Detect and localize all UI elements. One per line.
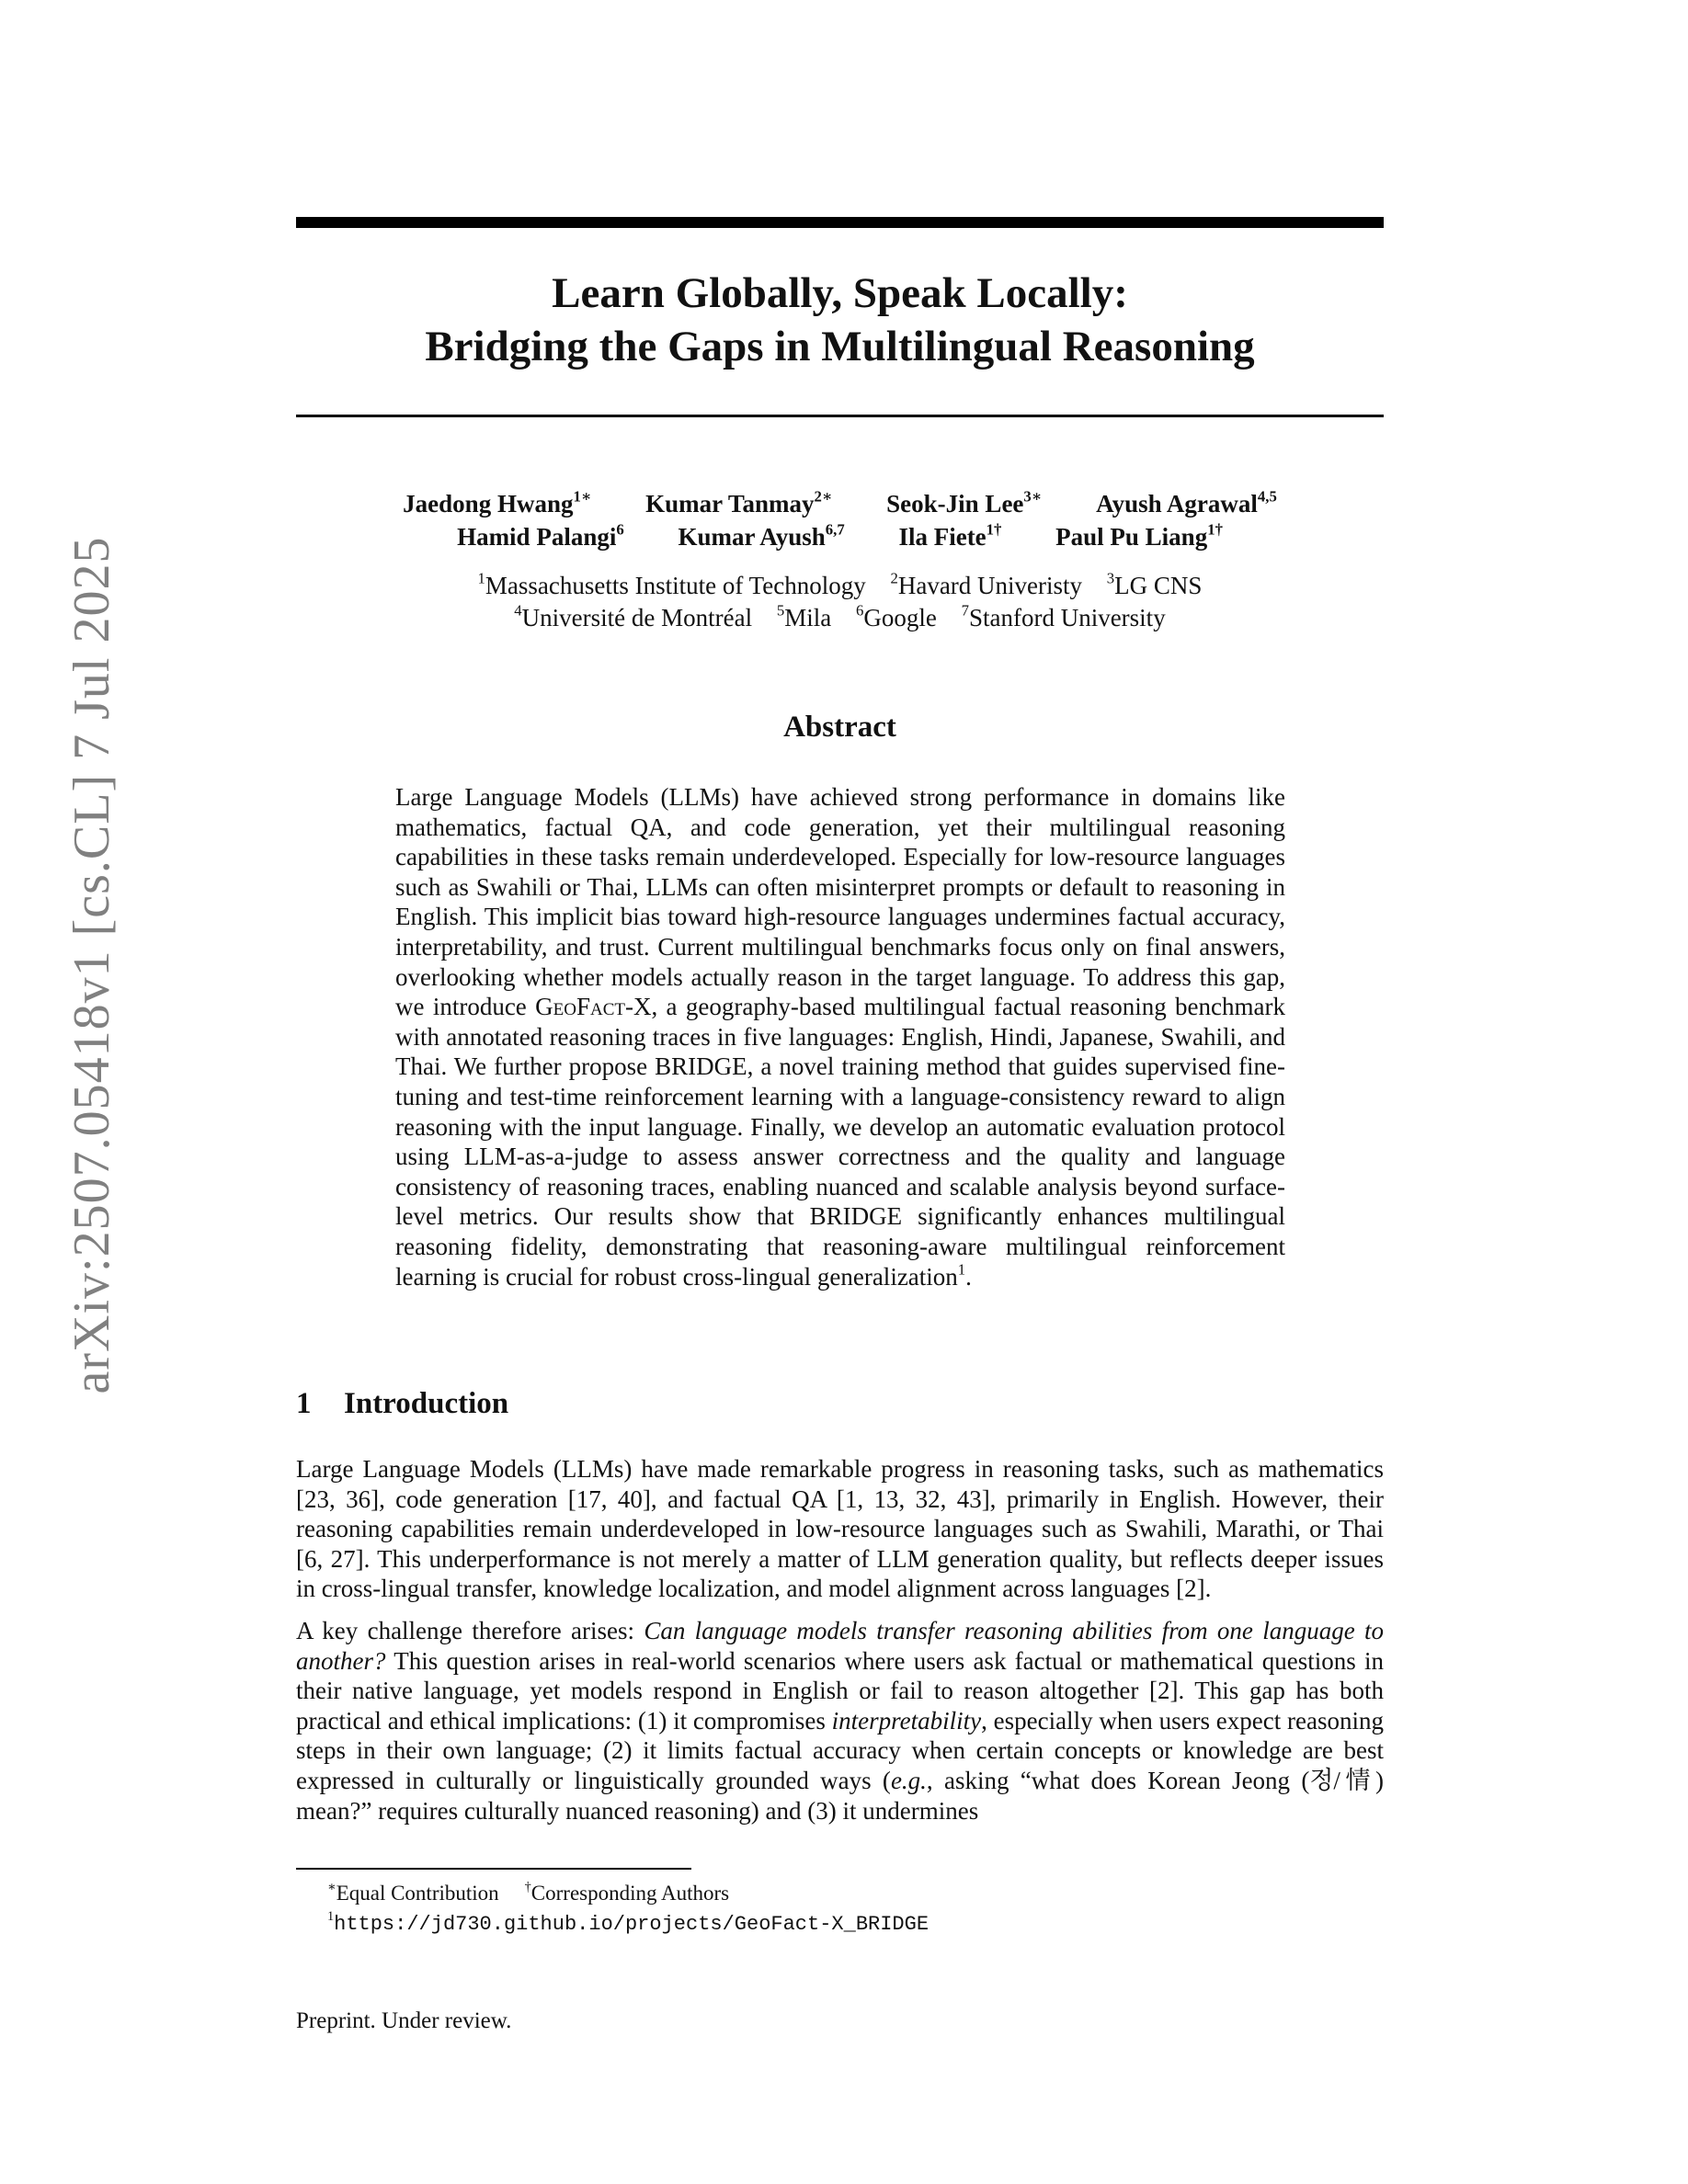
section-number: 1 (296, 1387, 312, 1420)
author: Kumar Tanmay$^{2∗}$ (645, 487, 833, 518)
intro-paragraph-2: A key challenge therefore arises: Can language models transfer reasoning abilities from one language to another? This question arises in real-world scenarios where users ask factual or mathematical questions in their native language, yet models respond in English or fail to reason altogether [2]. This gap has both practical and ethical implications: (1) it compromises interpretability, especially when users expect reasoning steps in their own language; (2) it limits factual accuracy when certain concepts or knowledge are best expressed in culturally or linguistically grounded ways (e.g., asking “what does Korean Jeong (정/情) mean?” requires culturally nuanced reasoning) and (3) it undermines (296, 1616, 1385, 1825)
title-bottom-rule (296, 415, 1384, 417)
affiliation: $^1$Massachusetts Institute of Technology (477, 569, 866, 599)
author: Hamid Palangi$^6$ (457, 520, 624, 551)
section-heading-introduction (296, 1385, 508, 1422)
preprint-notice: Preprint. Under review. (296, 2008, 512, 2033)
affiliation: $^5$Mila (776, 601, 832, 631)
affiliation: $^6$Google (855, 601, 937, 631)
introduction-body (296, 1454, 1384, 1837)
paper-title (296, 267, 1384, 373)
abstract-heading: Abstract (783, 711, 896, 744)
affiliation-row-1 (296, 570, 1384, 602)
author: Seok-Jin Lee$^{3∗}$ (886, 487, 1043, 518)
author: Ayush Agrawal$^{4,5}$ (1096, 487, 1277, 518)
affiliation: $^7$Stanford University (961, 601, 1166, 631)
footnote-project-url: $^1$https://jd730.github.io/projects/GeoFact-X_BRIDGE (327, 1909, 930, 1936)
author-list (296, 487, 1384, 553)
affiliation: $^3$LG CNS (1106, 569, 1203, 599)
title-line-2: Bridging the Gaps in Multilingual Reasoning (425, 323, 1255, 370)
affiliation: $^2$Havard Univeristy (890, 569, 1083, 599)
footnote-contributions: ∗Equal Contribution †Corresponding Authors (327, 1880, 730, 1905)
affiliation-list (296, 570, 1384, 634)
project-url-link[interactable]: https://jd730.github.io/projects/GeoFact-X_BRIDGE (334, 1913, 930, 1936)
author: Ila Fiete$^{1\dagger}$ (898, 520, 1002, 551)
benchmark-name: GeoFact-X (535, 993, 652, 1021)
title-line-1: Learn Globally, Speak Locally: (552, 269, 1128, 317)
abstract-text: Large Language Models (LLMs) have achieved strong performance in domains like mathematics, factual QA, and code generation, yet their multilingual reasoning capabilities in these tasks remain underdeveloped. Especially for low-resource languages such as Swahili or Thai, LLMs can often misinterpret prompts or default to reasoning in English. This implicit bias toward high-resource languages undermines factual accuracy, interpretability, and trust. Current multilingual benchmarks focus only on final answers, overlooking whether models actually reason in the target language. To address this gap, we introduce GeoFact-X, a geography-based multilingual factual reasoning benchmark with annotated reasoning traces in five languages: English, Hindi, Japanese, Swahili, and Thai. We further propose BRIDGE, a novel training method that guides supervised fine-tuning and test-time reinforcement learning with a language-consistency reward to align reasoning with the input language. Finally, we develop an automatic evaluation protocol using LLM-as-a-judge to assess answer correctness and the quality and language consistency of reasoning traces, enabling nuanced and scalable analysis beyond surface-level metrics. Our results show that BRIDGE significantly enhances multilingual reasoning fidelity, demonstrating that reasoning-aware multilingual reinforcement learning is crucial for robust cross-lingual generalization$^1$. (395, 783, 1285, 1291)
footnotes (296, 1879, 929, 1939)
intro-paragraph-1: Large Language Models (LLMs) have made remarkable progress in reasoning tasks, such as mathematics [23, 36], code generation [17, 40], and factual QA [1, 13, 32, 43], primarily in English. However, their reasoning capabilities remain underdeveloped in low-resource languages such as Swahili, Marathi, or Thai [6, 27]. This underperformance is not merely a matter of LLM generation quality, but reflects deeper issues in cross-lingual transfer, knowledge localization, and model alignment across languages [2]. (296, 1455, 1384, 1603)
author-row-1 (296, 487, 1384, 520)
affiliation-row-2 (296, 602, 1384, 634)
affiliation: $^4$Université de Montréal (514, 601, 753, 631)
arxiv-id-text: arXiv:2507.05418v1 [cs.CL] 7 Jul 2025 (63, 536, 120, 1394)
footnote-rule (296, 1868, 691, 1870)
author: Kumar Ayush$^{6,7}$ (678, 520, 845, 551)
author: Jaedong Hwang$^{1∗}$ (403, 487, 592, 518)
author-row-2 (296, 520, 1384, 553)
title-top-rule (296, 217, 1384, 228)
footnote-ref: 1 (957, 1259, 966, 1278)
author: Paul Pu Liang$^{1\dagger}$ (1055, 520, 1223, 551)
section-title: Introduction (344, 1387, 509, 1420)
